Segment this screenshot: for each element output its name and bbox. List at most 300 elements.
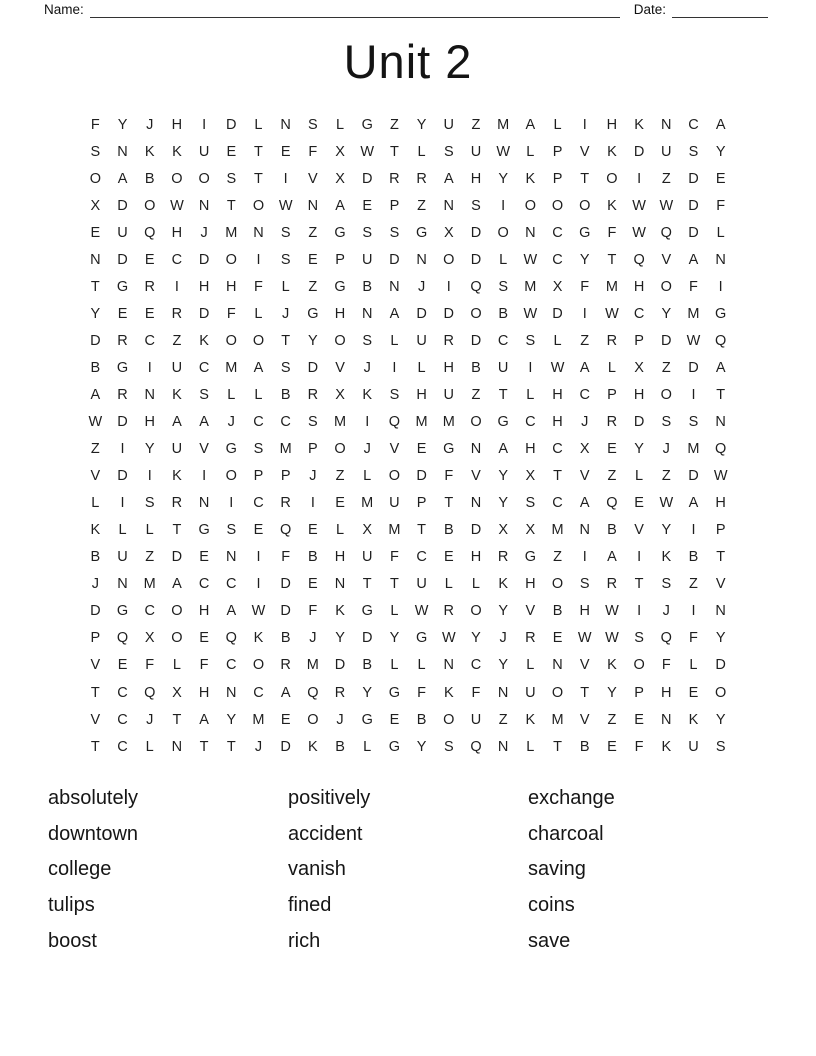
grid-cell: B: [471, 359, 481, 376]
word-list-item: rich: [288, 929, 321, 952]
grid-cell: N: [416, 251, 427, 268]
grid-cell: T: [389, 143, 399, 160]
grid-cell: Y: [715, 630, 726, 647]
grid-cell: G: [361, 116, 373, 133]
grid-cell: J: [363, 441, 371, 458]
grid-cell: H: [198, 684, 210, 701]
grid-cell: S: [226, 170, 237, 187]
grid-cell: N: [226, 549, 237, 566]
grid-cell: S: [688, 143, 699, 160]
grid-cell: L: [417, 359, 426, 376]
grid-cell: N: [226, 684, 237, 701]
word-list-item: boost: [48, 929, 97, 952]
grid-cell: V: [661, 251, 672, 268]
grid-cell: T: [90, 738, 100, 755]
grid-cell: V: [634, 522, 644, 539]
grid-row: [82, 652, 735, 679]
grid-cell: F: [254, 278, 263, 295]
grid-row: [82, 409, 735, 436]
grid-cell: R: [389, 170, 400, 187]
grid-cell: L: [471, 576, 480, 593]
grid-cell: P: [335, 251, 345, 268]
grid-cell: C: [226, 657, 237, 674]
grid-cell: W: [605, 630, 619, 647]
word-list-item: coins: [528, 894, 575, 917]
grid-cell: N: [443, 657, 455, 674]
grid-cell: D: [470, 332, 482, 349]
grid-cell: D: [416, 305, 427, 322]
grid-cell: C: [552, 441, 563, 458]
grid-row: [82, 246, 735, 273]
grid-cell: T: [254, 170, 263, 187]
grid-cell: K: [335, 603, 345, 620]
grid-cell: O: [470, 603, 482, 620]
grid-cell: K: [172, 468, 182, 485]
grid-cell: L: [417, 143, 426, 160]
grid-row: [82, 165, 735, 192]
grid-cell: M: [252, 711, 265, 728]
grid-cell: O: [633, 657, 645, 674]
grid-cell: H: [226, 278, 237, 295]
grid-cell: I: [718, 278, 723, 295]
grid-cell: W: [605, 305, 619, 322]
grid-row: [82, 111, 735, 138]
grid-cell: T: [553, 738, 562, 755]
grid-cell: I: [120, 495, 125, 512]
grid-cell: E: [416, 441, 427, 458]
grid-cell: R: [144, 278, 155, 295]
grid-cell: Q: [660, 224, 672, 241]
grid-cell: B: [280, 630, 291, 647]
grid-cell: Z: [145, 549, 155, 566]
grid-cell: N: [198, 495, 210, 512]
grid-cell: L: [227, 386, 236, 403]
grid-cell: I: [582, 116, 587, 133]
grid-cell: T: [362, 576, 372, 593]
grid-cell: N: [525, 224, 536, 241]
grid-cell: W: [632, 197, 646, 214]
grid-row: [82, 219, 735, 246]
grid-cell: H: [579, 603, 590, 620]
grid-cell: J: [91, 576, 99, 593]
grid-cell: H: [198, 278, 210, 295]
grid-cell: F: [281, 549, 291, 566]
grid-cell: L: [335, 116, 345, 133]
grid-cell: L: [526, 657, 535, 674]
grid-cell: B: [308, 549, 318, 566]
grid-cell: C: [117, 711, 128, 728]
grid-cell: Z: [90, 441, 100, 458]
grid-row: [82, 625, 735, 652]
grid-cell: W: [550, 359, 565, 376]
grid-cell: K: [498, 576, 508, 593]
grid-cell: S: [308, 116, 318, 133]
grid-cell: Y: [117, 116, 128, 133]
grid-cell: T: [172, 711, 182, 728]
grid-cell: Z: [335, 468, 345, 485]
grid-cell: N: [198, 197, 210, 214]
grid-cell: E: [688, 684, 699, 701]
grid-cell: Y: [661, 522, 672, 539]
grid-cell: A: [199, 414, 209, 431]
grid-cell: O: [551, 576, 564, 593]
grid-cell: G: [116, 603, 129, 620]
grid-cell: P: [90, 630, 101, 647]
grid-cell: T: [90, 278, 100, 295]
grid-cell: L: [716, 224, 725, 241]
grid-cell: H: [633, 386, 645, 403]
grid-cell: U: [470, 143, 482, 160]
grid-cell: H: [606, 116, 618, 133]
grid-cell: N: [117, 143, 128, 160]
grid-cell: O: [524, 197, 536, 214]
grid-cell: K: [308, 738, 318, 755]
grid-cell: G: [361, 603, 373, 620]
grid-cell: O: [334, 332, 346, 349]
grid-cell: D: [552, 305, 563, 322]
grid-cell: R: [280, 495, 291, 512]
grid-cell: Q: [606, 495, 618, 512]
grid-cell: G: [116, 359, 129, 376]
grid-cell: Q: [660, 630, 672, 647]
grid-cell: V: [90, 657, 101, 674]
grid-cell: G: [579, 224, 591, 241]
grid-cell: G: [497, 414, 509, 431]
word-list-column-1: [48, 781, 288, 960]
grid-cell: Q: [388, 414, 401, 431]
grid-cell: D: [117, 197, 128, 214]
grid-cell: D: [90, 332, 101, 349]
word-list-item: exchange: [528, 787, 615, 809]
grid-cell: U: [497, 359, 509, 376]
grid-cell: B: [416, 711, 427, 728]
grid-cell: T: [716, 549, 726, 566]
grid-cell: L: [172, 657, 181, 674]
grid-cell: I: [147, 468, 152, 485]
puzzle-grid: [82, 111, 735, 760]
grid-cell: N: [90, 251, 101, 268]
grid-cell: P: [416, 495, 427, 512]
grid-cell: Z: [607, 711, 617, 728]
grid-cell: Z: [471, 116, 481, 133]
grid-cell: E: [199, 630, 209, 647]
grid-cell: M: [551, 522, 564, 539]
grid-cell: G: [307, 305, 319, 322]
grid-cell: L: [390, 603, 399, 620]
grid-cell: A: [389, 305, 400, 322]
grid-cell: I: [637, 549, 642, 566]
grid-cell: S: [253, 441, 264, 458]
grid-cell: F: [580, 278, 590, 295]
word-list-item: absolutely: [48, 787, 139, 809]
grid-cell: K: [144, 143, 155, 160]
grid-cell: Y: [715, 143, 726, 160]
grid-cell: C: [253, 495, 264, 512]
grid-cell: C: [552, 495, 563, 512]
grid-cell: S: [90, 143, 101, 160]
grid-cell: X: [362, 522, 373, 539]
grid-cell: E: [144, 251, 155, 268]
grid-cell: Z: [661, 170, 671, 187]
grid-cell: M: [143, 576, 156, 593]
grid-cell: C: [117, 684, 128, 701]
grid-cell: X: [634, 359, 644, 376]
grid-cell: T: [607, 251, 617, 268]
grid-cell: X: [335, 143, 345, 160]
grid-cell: M: [225, 224, 238, 241]
grid-cell: R: [171, 305, 183, 322]
grid-cell: V: [308, 170, 318, 187]
grid-cell: N: [715, 414, 726, 431]
grid-cell: J: [146, 116, 154, 133]
grid-cell: C: [633, 305, 645, 322]
grid-cell: G: [225, 441, 237, 458]
grid-cell: E: [280, 711, 291, 728]
grid-cell: J: [499, 630, 507, 647]
grid-cell: R: [443, 332, 455, 349]
grid-cell: L: [363, 738, 372, 755]
grid-cell: Y: [498, 657, 508, 674]
grid-cell: F: [661, 657, 671, 674]
name-blank-line[interactable]: [90, 3, 620, 18]
grid-cell: Z: [661, 468, 671, 485]
grid-cell: O: [144, 197, 156, 214]
grid-cell: L: [390, 332, 399, 349]
grid-cell: I: [691, 386, 696, 403]
grid-cell: V: [90, 468, 101, 485]
grid-cell: L: [526, 738, 535, 755]
word-list: [48, 781, 768, 960]
grid-cell: C: [226, 576, 237, 593]
grid-cell: L: [526, 143, 535, 160]
grid-row: [82, 192, 735, 219]
grid-cell: R: [307, 386, 319, 403]
grid-cell: J: [336, 711, 344, 728]
grid-cell: E: [389, 711, 400, 728]
grid-cell: F: [689, 278, 698, 295]
page-title: Unit 2: [343, 35, 473, 88]
grid-cell: S: [226, 522, 237, 539]
grid-cell: K: [634, 116, 644, 133]
grid-cell: F: [689, 630, 698, 647]
grid-cell: Z: [553, 549, 562, 566]
grid-cell: E: [443, 549, 454, 566]
grid-cell: V: [199, 441, 209, 458]
grid-cell: R: [606, 414, 618, 431]
grid-cell: H: [198, 603, 210, 620]
header: [44, 2, 768, 18]
grid-cell: O: [252, 197, 265, 214]
grid-cell: K: [525, 170, 536, 187]
grid-cell: O: [171, 630, 183, 647]
grid-cell: J: [309, 630, 317, 647]
grid-cell: F: [226, 305, 236, 322]
grid-cell: A: [607, 549, 617, 566]
grid-cell: F: [90, 116, 100, 133]
grid-cell: Y: [498, 468, 508, 485]
grid-cell: X: [498, 522, 508, 539]
grid-cell: C: [579, 386, 590, 403]
grid-cell: G: [524, 549, 536, 566]
grid-cell: D: [688, 197, 699, 214]
grid-cell: R: [443, 603, 455, 620]
grid-cell: J: [662, 603, 670, 620]
grid-cell: I: [147, 359, 152, 376]
grid-cell: S: [579, 576, 590, 593]
grid-cell: J: [200, 224, 208, 241]
grid-cell: K: [661, 549, 672, 566]
grid-cell: E: [308, 576, 318, 593]
grid-cell: Y: [144, 441, 155, 458]
grid-cell: P: [552, 143, 563, 160]
grid-cell: S: [389, 224, 400, 241]
grid-cell: F: [417, 684, 427, 701]
grid-cell: H: [525, 441, 536, 458]
grid-cell: T: [444, 495, 454, 512]
grid-cell: D: [280, 576, 291, 593]
grid-cell: U: [416, 576, 427, 593]
grid-cell: M: [497, 116, 510, 133]
grid-cell: K: [607, 143, 617, 160]
grid-cell: I: [256, 549, 261, 566]
grid-cell: K: [525, 711, 536, 728]
grid-row: [82, 463, 735, 490]
grid-cell: A: [688, 251, 699, 268]
grid-cell: H: [661, 684, 672, 701]
word-list-item: vanish: [288, 858, 346, 881]
grid-cell: D: [633, 414, 645, 431]
grid-cell: D: [280, 738, 291, 755]
grid-cell: L: [281, 278, 290, 295]
grid-cell: E: [253, 522, 264, 539]
grid-cell: O: [579, 197, 591, 214]
grid-cell: P: [634, 332, 644, 349]
grid-cell: I: [256, 251, 261, 268]
grid-cell: H: [144, 414, 155, 431]
grid-cell: A: [117, 170, 128, 187]
grid-cell: D: [715, 657, 726, 674]
grid-cell: H: [171, 224, 183, 241]
grid-cell: E: [634, 711, 644, 728]
grid-cell: A: [90, 386, 101, 403]
grid-cell: F: [471, 684, 481, 701]
grid-cell: D: [688, 170, 699, 187]
grid-cell: C: [253, 414, 264, 431]
grid-cell: K: [253, 630, 264, 647]
grid-cell: A: [443, 170, 454, 187]
grid-cell: E: [144, 305, 155, 322]
grid-cell: P: [634, 684, 644, 701]
grid-cell: I: [637, 603, 642, 620]
grid-cell: B: [607, 522, 617, 539]
grid-cell: Y: [362, 684, 373, 701]
grid-cell: C: [253, 684, 264, 701]
grid-cell: O: [470, 414, 482, 431]
grid-row: [82, 544, 735, 571]
grid-cell: G: [715, 305, 727, 322]
grid-cell: O: [660, 386, 672, 403]
grid-cell: D: [688, 468, 699, 485]
grid-cell: S: [443, 143, 454, 160]
grid-cell: I: [691, 522, 696, 539]
grid-cell: F: [199, 657, 209, 674]
grid-cell: R: [117, 386, 128, 403]
grid-cell: C: [144, 332, 155, 349]
grid-cell: O: [252, 657, 265, 674]
grid-cell: E: [117, 657, 128, 674]
grid-cell: V: [335, 359, 345, 376]
grid-cell: X: [144, 630, 155, 647]
grid-cell: W: [659, 495, 674, 512]
grid-cell: G: [443, 441, 455, 458]
grid-cell: Q: [715, 332, 727, 349]
grid-cell: G: [334, 224, 346, 241]
date-blank-line[interactable]: [672, 3, 768, 18]
grid-cell: T: [281, 332, 291, 349]
grid-cell: A: [715, 359, 726, 376]
grid-cell: O: [660, 278, 672, 295]
grid-cell: Y: [498, 603, 508, 620]
grid-cell: V: [579, 468, 590, 485]
grid-cell: B: [362, 657, 373, 674]
grid-cell: I: [283, 170, 288, 187]
grid-cell: I: [310, 495, 315, 512]
grid-cell: U: [171, 441, 183, 458]
grid-cell: O: [443, 711, 455, 728]
grid-cell: T: [226, 197, 236, 214]
grid-cell: O: [252, 332, 265, 349]
grid-cell: G: [198, 522, 210, 539]
grid-cell: I: [365, 414, 370, 431]
grid-cell: D: [416, 468, 427, 485]
grid-cell: H: [443, 359, 455, 376]
grid-cell: N: [253, 224, 264, 241]
grid-cell: A: [172, 576, 182, 593]
grid-cell: D: [280, 603, 291, 620]
word-list-item: save: [528, 929, 571, 952]
grid-cell: E: [90, 224, 101, 241]
grid-cell: M: [415, 414, 428, 431]
grid-cell: Y: [226, 711, 237, 728]
grid-cell: W: [713, 468, 728, 485]
grid-cell: O: [388, 468, 401, 485]
grid-cell: S: [715, 738, 726, 755]
grid-cell: V: [389, 441, 400, 458]
grid-cell: A: [199, 711, 209, 728]
grid-cell: C: [552, 224, 563, 241]
grid-cell: E: [362, 197, 373, 214]
grid-cell: T: [389, 576, 399, 593]
grid-cell: Q: [225, 630, 237, 647]
grid-cell: D: [361, 170, 373, 187]
grid-cell: W: [251, 603, 266, 620]
grid-cell: F: [145, 657, 155, 674]
grid-cell: O: [307, 711, 319, 728]
grid-cell: L: [390, 657, 399, 674]
grid-cell: D: [226, 116, 237, 133]
grid-row: [82, 300, 735, 327]
grid-cell: E: [226, 143, 237, 160]
grid-row: [82, 381, 735, 408]
grid-cell: R: [606, 332, 618, 349]
grid-row: [82, 327, 735, 354]
grid-cell: N: [661, 711, 672, 728]
grid-cell: D: [688, 359, 699, 376]
grid-cell: E: [607, 738, 617, 755]
grid-cell: Y: [389, 630, 400, 647]
grid-cell: D: [307, 359, 319, 376]
grid-cell: V: [471, 468, 481, 485]
